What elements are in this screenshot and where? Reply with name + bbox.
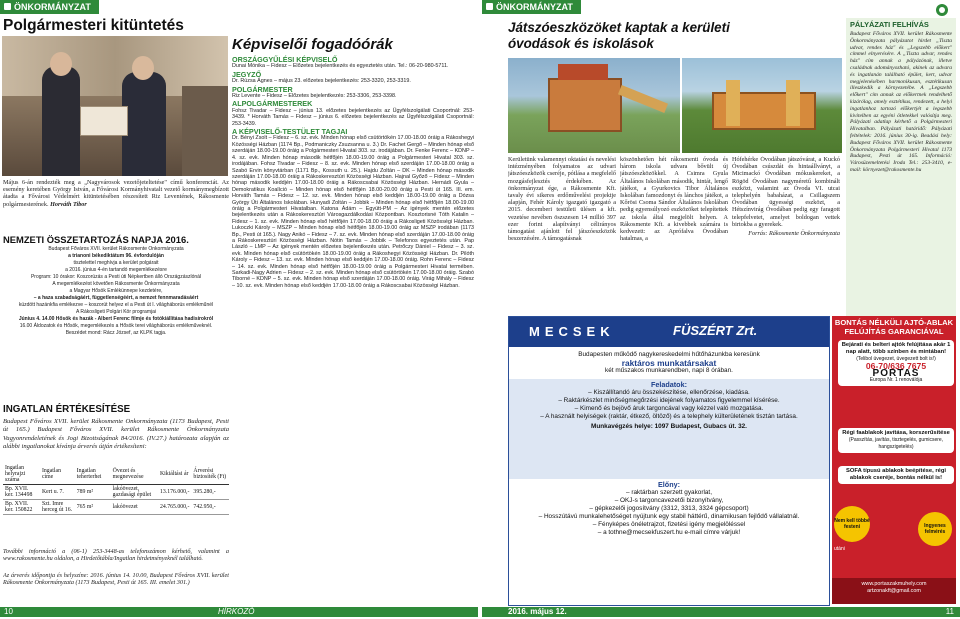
list-item: – OKJ-s targoncavezetői bizonyítvány, — [614, 497, 724, 504]
ingatlan-note-1: További információ a (06-1) 253-3448-as telefonszámon kérhető, valamint a www.rakosmente.hu oldalon, a Hirdetőtábla/Ingatlan hirdetményeknél található. — [3, 548, 229, 563]
table-header: Ingatlan címe — [40, 464, 75, 485]
list-item: – gépkezelői jogosítvány (3312, 3313, 3324 gépcsoport) — [589, 505, 749, 512]
list-item: – Raktárkészlet minőségmegőrzési idejének folyamatos figyelemmel kísérése. — [558, 397, 780, 404]
kituntetes-title: Polgármesteri kitüntetés — [3, 17, 184, 34]
mecsek-ad — [508, 316, 830, 606]
table-header: Kikiáltási ár — [158, 464, 191, 485]
list-item: – a tothne@mecsekfuszert.hu e-mail címre várjuk! — [597, 529, 741, 536]
left-page — [0, 0, 478, 619]
list-item: – raktárban szerzett gyakorlat, — [626, 489, 712, 496]
portas-p1: Bejárati és belteri ajtók felújítása akár 1 nap alatt, több színben és mintában! — [841, 342, 951, 355]
portas-p3: SOFA típusú ablakok beépítése, régi ablakok cseréje, bontás nélkül is! — [838, 466, 954, 484]
palyazat-box — [846, 18, 956, 316]
table-cell: 395.280,- — [191, 485, 229, 500]
right-footer — [482, 607, 960, 617]
portas-box-2 — [838, 428, 954, 453]
portas-badge: Nem kell többé festeni — [834, 506, 870, 542]
right-page — [482, 0, 960, 619]
portas-p1b: (Telibol üvegezet, üvegezett bolt is!) — [856, 356, 936, 362]
nemzeti-line: A megemlékezést követően Rákosmente Önkormányzata — [52, 281, 180, 287]
playground-photo-1 — [508, 58, 680, 153]
mecsek-logo: MECSEK — [529, 324, 615, 339]
table-cell: Kert u. 7. — [40, 485, 75, 500]
table-header: Övezet és megnevezése — [111, 464, 158, 485]
portas-footer — [832, 578, 956, 604]
nemzeti-line: A Rákosligeti Polgári Kör programjai — [75, 309, 157, 315]
mecsek-tasks-list — [509, 389, 829, 421]
kituntetes-body: Május 6-án rendezték meg a „Nagyvárosok vezetőjeteltetése" című konferenciát. Az esemény keretében György István, a Fővárosi Kormányhivatalt vezető kormánymegbízott átadta a Fővárosi Védelmért kitüntetésében részesített Riz Leventének, Rákosmente polgármesterének. — [3, 179, 229, 208]
palyazat-title: PÁLYÁZATI FELHÍVÁS — [850, 20, 929, 29]
kepviseloi-title: Képviselői fogadóórák — [232, 36, 393, 53]
jatszo-col-3 — [732, 156, 840, 304]
ingatlan-text: Budapest Főváros XVII. kerület Rákosmente Önkormányzata (1173 Budapest, Pesti út 165.) Budapest Főváros XVII. kerület Rákosmente Önkormányzata Vagyonrendeletének és Jogi Bizottságának 84/2016. (IV.27.) határozata alapján az alábbi ingatlanokat kívánja árverés útján értékesíteni: — [3, 418, 229, 451]
nemzeti-line: Budapest Főváros XVII. kerület Rákosmente Önkormányzata — [48, 246, 184, 252]
nemzeti-line: 16.00 Áldozatok és Hősök, megemlékezés a Hősök terei világháborús emlékműveknél. — [19, 323, 213, 329]
jatszo-col-1: Kerületünk valamennyi oktatási és nevelési intézményében folyamatos az udvari játszóeszközök cseréje, pótlása a megfelelő mozgásfejlesztés érdekében. Az önkormányzat ége, a Rákosmente Kft. tavaly évi sikeres erdőművelési projektje alapján, Fehér Károly igazgató igazgató a 2015. decemberi testületi ülésen a kft. vezetése nevében öszszesen 14 millió 397 ezer forint alapítványi célirányos támogatást ajánlott fel játszóeszközök beszerzésére. A támogatásnak — [508, 156, 616, 243]
nemzeti-line: Beszédet mond: Rácz József, az KLPK tagja. — [65, 330, 167, 336]
mecsek-tasks — [509, 379, 829, 479]
portas-badge-3: Ingyenes felmérés — [918, 512, 952, 546]
section-tag-right: ÖNKORMÁNYZAT — [482, 0, 581, 14]
table-header: Ingatlan teherterhei — [75, 464, 111, 485]
mecsek-line-2: raktáros munkatársakat — [621, 358, 717, 368]
table-cell: Bp. XVII. ker. 150822 — [3, 500, 40, 515]
table-header: Árverési biztosíték (Ft) — [191, 464, 229, 485]
kepviseloi-heading: POLGÁRMESTER — [232, 84, 293, 94]
portas-box-1 — [838, 340, 954, 386]
list-item: – A használt helyiségek (raktár, étkező, öltöző) és a telephely külterületének tisztán tartása. — [540, 413, 798, 420]
table-cell: 13.176.000,- — [158, 485, 191, 500]
kepviseloi-heading: JEGYZŐ — [232, 69, 262, 79]
mecsek-advantages-title: Előny: — [658, 480, 680, 489]
kituntetes-text — [3, 179, 229, 215]
portas-brand: PORTAS — [872, 368, 920, 379]
portas-banner: BONTÁS NÉLKÜLI AJTÓ-ABLAK FELÚJÍTÁS GARANCIÁVAL — [834, 318, 954, 336]
jatszo-col-2: köszönhetően hét rákosmenti óvoda és három iskola udvara bővült új játszóeszközökkel. A Csimra Gyula Általános Iskolában második, hintát, lengő játékot, a Gyurkovics Tibor Általános Iskolában famozdonyt és lánchos játékot, a Kőrösi Csoma Sándor Általános Iskolában pedig egyensúlyozó eszközöket telepítettek az iskola által megjelölt helyen. A Rákosmente Kft. a kivebbek számára is kedvezett: az Aprófalva Óvodában hatalmas, a — [620, 156, 728, 243]
table-cell: 742.950,- — [191, 500, 229, 515]
table-row — [3, 485, 229, 500]
nemzeti-line: a Magyar Hősök Emlékünnepe kezdetére, — [69, 288, 163, 294]
kepviseloi-list — [232, 55, 474, 603]
kepviseloi-entry: Dunai Mónika – Fidesz – Előzetes bejelentkezés és egyeztetés után. Tel.: 06-20-980-5711. — [232, 63, 449, 70]
right-page-number: 11 — [945, 607, 954, 616]
mecsek-line-1: Budapesten működő nagykereskedelmi hűtőházunkba keresünk — [578, 351, 760, 358]
portas-brand-sub: Europa Nr. 1 renoválója — [869, 377, 923, 383]
list-item: – Kiszállítandó áru összekészítése, ellenőrzése, kiadása. — [588, 389, 750, 396]
jatszo-col-3-body: Hófehérke Óvodában játszóvárat, a Kuckó Óvodában csúszdát és hintaállványt, a Micimackó Óvodában mókuskereket, a Rögöd Óvodában nagyméretű kombinált eszközt, valamint az Óvoda VI. utcai telephelyén babaházat, a Csillagszem Óvodában ügyességi eszközt, a Hétszínvirág Óvodában pedig egy faragott telepfelvetet, amelyet boldogan vettek birtokba a gyerekek. — [732, 156, 840, 228]
nemzeti-line: a trianoni békediktátum 96. évfordulóján — [68, 253, 164, 259]
kepviseloi-heading: ALPOLGÁRMESTEREK — [232, 99, 313, 109]
nemzeti-line: – a haza szabadságáért, függetlenségéért, a nemzet fennmaradásáért — [33, 295, 199, 301]
kepviseloi-entry: Dr. Bényi Zsolt – Fidesz – 6. sz. evk. Minden hónap első csütörtökén 17.00-18.00 óráig a Rákoshegyi Közösségi Házban (1174 Bp., Podmaniczky Zsuzsanna u. 3.) Dr. Fachet Gergő – Minden hónap első szerdáján 18.00-19.00 óráig a Polgármesteri Hivatal 303. sz. irodájában. Dr. Fenke Ferenc – KDNP – 4. sz. evk. Minden hónap második hétfőjén 18.00-19.00 óráig a Polgármesteri Hivatal 303. sz. irodájában. Fohsz Tivadar – Fidesz – 8. sz. evk. Minden hónap első szerdáján 17.00-18.00 óráig a Szabó Ervin könyvtárban (1171 Bp., Kossuth u. 25.). Hajdu Zoltán – DK – Minden hónap második szerdáján 17.00-18.00 óráig a Rákoskeresztúri Közösségi Házban. Hajnal Győző – Fidesz – Minden hónap második keddjén 17.00-18.00 óráig a Rákoscsabai Közösségi Házban. Hernádi Gyula – Demokratikus Koalíció – Minden hónap első hétfőjén 18.00-20.00 óráig a Pesti út 165. III. em. Horváth Tamás – Fidesz – 12. sz. evk. Minden hónap első keddjén 18.00-19.00 óráig a Dózsa György Úti Általános Iskolában. Hunyadi Zoltán – Jobbik – Minden hónap első hétfőjén 18.00-19.00 óráig a Polgármesteri Hivatalban. Katona Ádám – Együtt-PM – Az igények mentén előzetes bejelentkezés után a Rákoskeresztúri Városgazdálkodási Központban. Kosztorisné Tóth Katalin – Fidesz – 1. sz. evk. Minden hónap első hétfőjén 17.00-18.00 óráig a Rákosligeti Közösségi Házban. Lukoczki Károly – MSZP – Minden hónap első hétfőjén 18.00-19.00 óráig az MSZP irodában (1173 Bp., Pesti út 165.). Nagy Anikó – Fidesz – 7. sz. evk. Minden hónap első szerdáján 17.00-18.00 óráig a Rákoskeresztúri Közösségi Házban. Nótin Tamás – Jobbik – Telefonos egyeztetés után. Pap László – LMP – Az igények mentén előzetes bejelentkezés után. Petrőczy Dániel – Fidesz – 3. sz. evk. Minden hónap első csütörtökén 18.00-19.00 óráig a Rákoshegyi Közösségi Házban. Dr. Pilóth Károly – Fidesz – 13. sz. evk. Minden hónap első keddjén 17.00-18.00 óráig. Rohn Ferenc – Fidesz – 14. sz. evk. Minden hónap első hétfőjén 18.00-19.00 óráig a Polgármesteri Hivatal termében. Sarkadi-Nagy Adrien – Fidesz – 2. sz. evk. Minden hónap első csütörtökén 17.00-18.00 óráig. Szabó Tiborné – KDNP – 5. sz. evk. Minden hónap első szerdáján 17.00-18.00 óráig. Virág Mihály – Fidesz – 10. sz. evk. Minden hónap első keddjén 17.00-18.00 óráig a Rákoscsabai Közösségi Házban. — [232, 135, 474, 289]
list-item: – Hosszútávú munkalehetőséget nyújtunk egy stabil háttérű, dinamikusan fejlődő vállalatnál. — [538, 513, 800, 520]
table-row — [3, 500, 229, 515]
kepviseloi-entry: Dr. Rúzsa Ágnes – május 23. előzetes bejelentkezés: 253-3320, 253-3319. — [232, 78, 411, 85]
portas-url: www.portaszakmuhely.com — [861, 581, 927, 587]
portas-ad — [832, 316, 956, 604]
left-page-number: 10 — [4, 607, 13, 616]
kepviseloi-heading: A KÉPVISELŐ-TESTÜLET TAGJAI — [232, 127, 348, 137]
mecsek-body — [509, 351, 829, 375]
table-header: Ingatlan helyrajzi száma — [3, 464, 40, 485]
mecsek-header — [509, 317, 829, 347]
portas-badge-2: utáni — [834, 546, 845, 552]
jatszo-source: Forrás: Rákosmente Önkormányzata — [748, 230, 840, 238]
jatszo-title: Játszóeszközöket kaptak a kerületi óvodások és iskolások — [508, 20, 730, 51]
portas-p2: Régi faablakok javítása, korszerűsítése — [842, 430, 950, 436]
portas-phone: 06-70/636 7675 — [865, 361, 927, 371]
nemzeti-line: a 2016. június 4-én tartandó megemlékezésre — [65, 267, 167, 273]
playground-photo-2 — [682, 58, 842, 153]
kepviseloi-entry: Fohsz Tivadar – Fidesz – június 13. előzetes bejelentkezés az Ügyfélszolgálati Csoportnál: 253-3439. * Horváth Tamás – Fidesz – június 6. előzetes bejelentkezés az Ügyfélszolgálati Csoportnál: 253-3439. — [232, 107, 474, 127]
table-cell: 24.765.000,- — [158, 500, 191, 515]
mecsek-logo-2: FÜSZÉRT Zrt. — [673, 323, 758, 338]
nemzeti-program — [3, 246, 229, 396]
left-footer-center: HÍRKOZÓ — [218, 607, 255, 616]
ingatlan-table — [3, 464, 229, 524]
table-cell: lakóövezet, gazdasági épület — [111, 485, 158, 500]
ingatlan-note-2: Az árverés időpontja és helyszíne: 2016. június 14. 10.00, Budapest Főváros XVII. kerület Rákosmente Önkormányzata (1173 Budapest, Pesti út 165. III. emelet 301.) — [3, 572, 229, 587]
table-cell: lakóövezet — [111, 500, 158, 515]
nemzeti-line: tisztelettel meghívja a kerület polgárait — [73, 260, 159, 266]
section-tag: ÖNKORMÁNYZAT — [0, 0, 99, 14]
mecsek-line-3: két műszakos munkarendben, napi 8 órában. — [605, 367, 733, 374]
mecsek-address: Munkavégzés helye: 1097 Budapest, Gubacs út. 32. — [591, 423, 747, 430]
portas-email: artzonakft@gmail.com — [867, 588, 921, 594]
kituntetes-author: Horváth Tibor — [50, 200, 87, 208]
ingatlan-title: INGATLAN ÉRTÉKESÍTÉSE — [3, 404, 131, 415]
table-cell: 789 m² — [75, 485, 111, 500]
portas-p2b: (Passzítás, javítás, tisztegelés, gumicsere, hangszigetelés) — [848, 437, 944, 450]
list-item: – Fényképes önéletrajzot, fizetési igény megjelöléssel — [592, 521, 746, 528]
nemzeti-line: Program: 10 órakor: Koszorúzás a Pesti úti Népkertben álló Országzászlónál — [30, 274, 202, 280]
palyazat-text: Budapest Főváros XVII. kerület Rákosmente Önkormányzata pályázatot hirdet „Tiszta udvar, rendes ház" és „Legszebb előkert" címmel elnyerésére. A „Tiszta udvar, rendes ház" cím annak a pályázónak, illetve családnak adományozható, akinek az udvara és ingatlanán található épület, kert, udvar megjelenésében harmonikusan, esztétikusan illeszkedik a környezetébe. A „Legszebb előkert" cím annak az előkertnek rendelhető kizárólag, amely esztétikus, rendezett, a helyi ingatlanhoz tartozó előkertjét a legszebb kivitelben az egyéni ötletekkel valósítja meg. Pályázati adatlap kérhető a Polgármesteri Hivatalban. Pályázati határidő: Pályázati feltételek: 2016. június 30-ig. Beadási hely: Budapest Főváros XVII. kerület Rákosmente Önkormányzata Polgármesteri Hivatal 1173 Budapest, Pesti út 165. Információ: Városüzemeltetési Iroda Tel.: 253-3410, e-mail: környezet@rakosmente.hu — [850, 31, 952, 173]
kepviseloi-entry: Riz Levente – Fidesz – Előzetes bejelentkezés: 253-3306, 253-3398. — [232, 93, 397, 100]
table-cell: Szt. Imre herceg út 16. — [40, 500, 75, 515]
nemzeti-title: NEMZETI ÖSSZETARTOZÁS NAPJA 2016. — [3, 234, 189, 245]
list-item: – Kimenő és bejövő áruk targoncával vagy kézzel való mozgatása. — [574, 405, 764, 412]
award-photo — [2, 36, 228, 176]
table-cell: Bp. XVII. ker. 134498 — [3, 485, 40, 500]
left-footer — [0, 607, 478, 617]
nemzeti-line: Június 4. 14.00 Hősök és hazák - Albert Ferenc filmje és fotókiállítása hadisírokról — [18, 316, 214, 322]
right-footer-date: 2016. május 12. — [508, 607, 567, 616]
table-cell: 765 m² — [75, 500, 111, 515]
mecsek-advantages-list — [509, 489, 829, 537]
nemzeti-line: küzdött hazánkfia emlékezve – koszorút helyez el a Pesti út I. világháborús emlékműnél — [18, 302, 214, 308]
kepviseloi-heading: ORSZÁGGYŰLÉSI KÉPVISELŐ — [232, 55, 338, 64]
mecsek-tasks-title: Feladatok: — [651, 380, 687, 389]
mecsek-advantages — [509, 481, 829, 537]
